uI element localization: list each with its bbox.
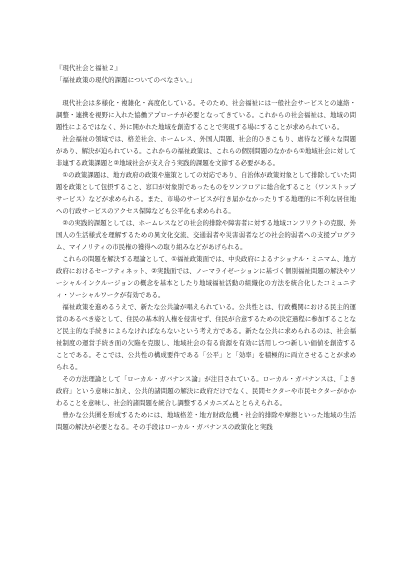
paragraph: 福祉政策を進めるうえで、新たな公共論が唱えられている。公共性とは、行政機関における民主的運営のあるべき姿として、住民の基本的人権を侵害せず、住民が合意するための決定過程に参加することなど民主的な手続きによらなければならないという考え方である。新たな公共に求められるのは、社会福祉制度の運営手続き面の欠陥を克服し、地域社会の有る資源を有効に活用しつつ新しい価値を創造することである。そこでは、公共性の構成要件である「公平」と「効率」を積極的に両立させることが求められる。 <box>56 303 356 371</box>
document-subtitle: 「福祉政策の現代的課題についてのべなさい。」 <box>56 76 197 84</box>
paragraph: ②の実践的課題としては、ホームレスなどの社会的排除や障害者に対する地域コンフリクトの克服、外国人の生活様式を理解するための異文化交流、交通弱者や災害弱者などの社会的弱者への支援プログラム、マイノリティの市民権の獲得への取り組みなどがあげられる。 <box>56 219 356 251</box>
paragraph: 豊かな公共圏を形成するためには、地域格差・地方財政危機・社会的排除や摩擦といった地域の生活問題の解決が必要となる。その手段はローカル・ガバナンスの政策化と実践 <box>56 411 356 431</box>
document-body <box>56 62 356 433</box>
paragraph: 現代社会は多様化・複雑化・高度化している。そのため、社会福祉には一般社会サービスとの連絡・調整・連携を視野に入れた協働アプローチが必要となってきている。これからの社会福祉は、地域の問題性によるではなく、外に開かれた地域を創造することで実現する場にすることが求められている。 <box>56 99 356 131</box>
paragraph: 社会福祉の領域では、格差社会、ホームレス、外国人問題、社会的ひきこもり、虐待など様々な問題があり、解決が迫られている。これからの福祉政策は、これらの個別問題のなかから①地域社会に対して非連する政策課題と②地域社会が支え合う実践的課題を文節する必要がある。 <box>56 135 356 167</box>
paragraph: その方法理論として「ローカル・ガバナンス論」が注目されている。ローカル・ガバナンスは、「よき政府」という意味に加え、公共的諸問題の解決に政府だけでなく、民間セクターや市民セクターがかかわることを意味し、社会的諸問題を統合し調整するメカニズムととらえられる。 <box>56 375 356 407</box>
paragraph: ①の政策課題は、地方政府の政策や施策としての対応であり、自治体が政策対象として排除していた問題を政策として包摂すること、窓口が対象別であったものをワンフロアに総合化すること（ワンストップサービス）などが求められる。また、市場のサービスが行き届かなかったりする地理的に不利な居住地への行政サービスのアクセス保障なども公平化も求められる。 <box>56 171 356 215</box>
document-title: 『現代社会と福祉２』 <box>56 64 122 72</box>
paragraph: これらの問題を解決する理論として、①福祉政策面では、中央政府によるナショナル・ミニマム、地方政府におけるセーフティネット、②実践面では、ノーマライゼーションに基づく個別福祉問題の解決やソーシャルインクルージョンの概念を基本としたり地域福祉活動の組織化の方法を統合化したコミュニティ・ソーシャルワークが有効である。 <box>56 255 356 299</box>
